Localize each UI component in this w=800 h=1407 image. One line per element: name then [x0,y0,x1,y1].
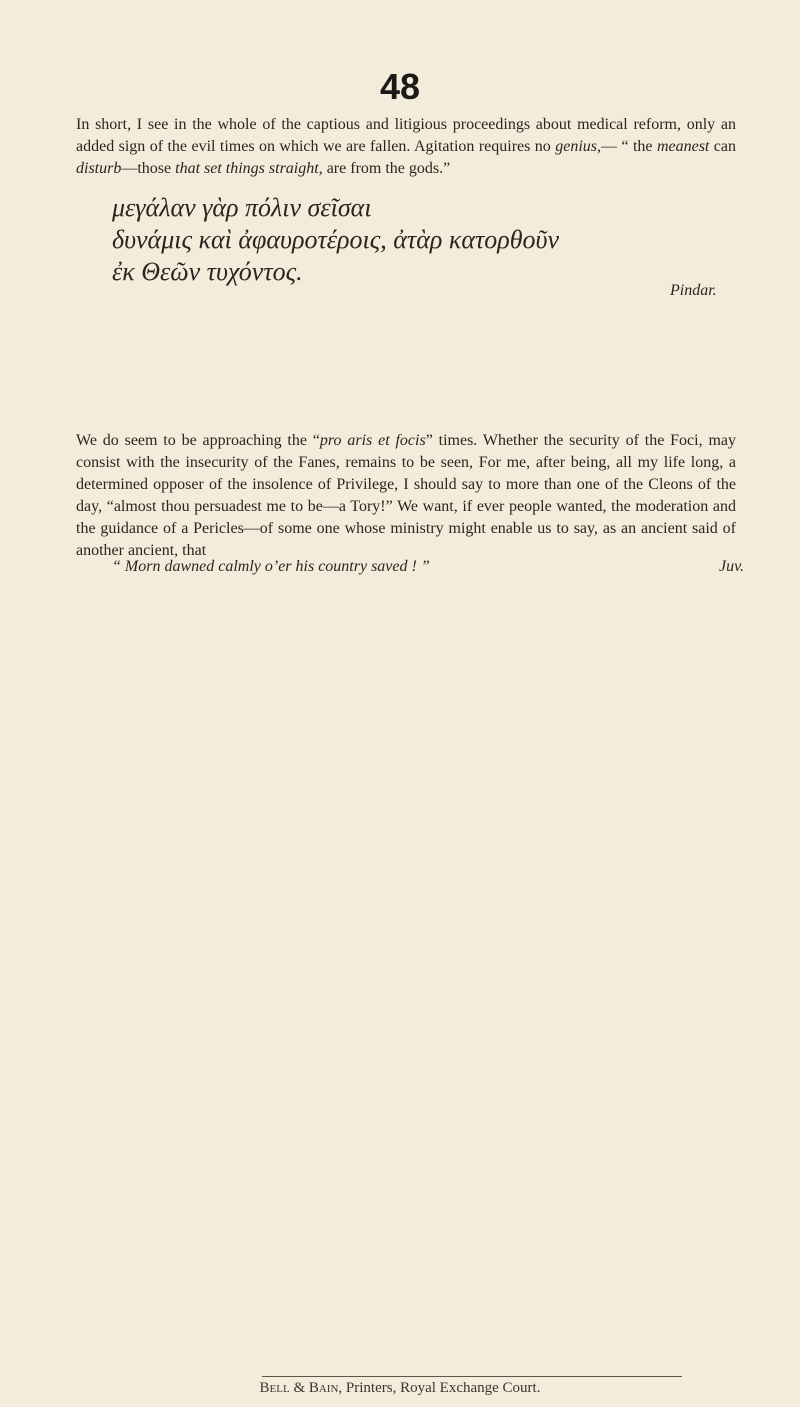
greek-line: δυνάμις καὶ ἀφαυροτέροις, ἀτὰρ κατορθοῦν [112,225,560,254]
footer-divider [262,1376,682,1377]
greek-quotation-attribution: Pindar. [670,282,717,299]
closing-quotation-text: “ Morn dawned calmly o’er his country saved ! ” [112,558,430,575]
paragraph-2-text: We do seem to be approaching the “ [76,432,320,449]
paragraph-2 [76,430,736,562]
paragraph-1-emphasis: meanest [656,138,710,155]
printer-address: Printers, Royal Exchange Court. [342,1380,541,1396]
printer-imprint [0,1380,800,1397]
paragraph-1-text: ,— “ the [597,138,657,155]
paragraph-2-emphasis: pro aris et focis [319,432,426,449]
greek-line: ἐκ Θεῶν τυχόντος. [112,257,303,286]
paragraph-1-text: In short, I see in the whole of the captious and litigious proceedings about medical reform, only an added sign of the evil times on which we are fallen. Agitation requires no [76,116,736,155]
paragraph-1-emphasis: that set things straight [175,160,319,177]
paragraph-1-text: can [709,138,737,155]
paragraph-2-text: ” times. Whether the security of the Foci, may consist with the insecurity of the Fanes, remains to be seen, For me, after being, all my life long, a determined opposer of the insolence of Privilege, I should say to more than one of the Cleons of the day, “almost thou persuadest me to be—a Tory!” We want, if ever people wanted, the moderation and the guidance of a Pericles—of some one whose ministry might enable us to say, as an ancient said of another ancient, that [76,432,736,559]
paragraph-1 [76,114,736,180]
paragraph-1-text: —those [121,160,176,177]
greek-quotation [112,192,752,288]
closing-quotation-attribution: Juv. [718,558,744,575]
greek-line: μεγάλαν γὰρ πόλιν σεῖσαι [112,193,372,222]
paragraph-1-emphasis: disturb [76,160,122,177]
paragraph-1-text: , are from the gods.” [318,160,451,177]
printer-names: Bell & Bain, [259,1380,343,1396]
page-number: 48 [379,66,421,107]
paragraph-1-emphasis: genius [555,138,597,155]
